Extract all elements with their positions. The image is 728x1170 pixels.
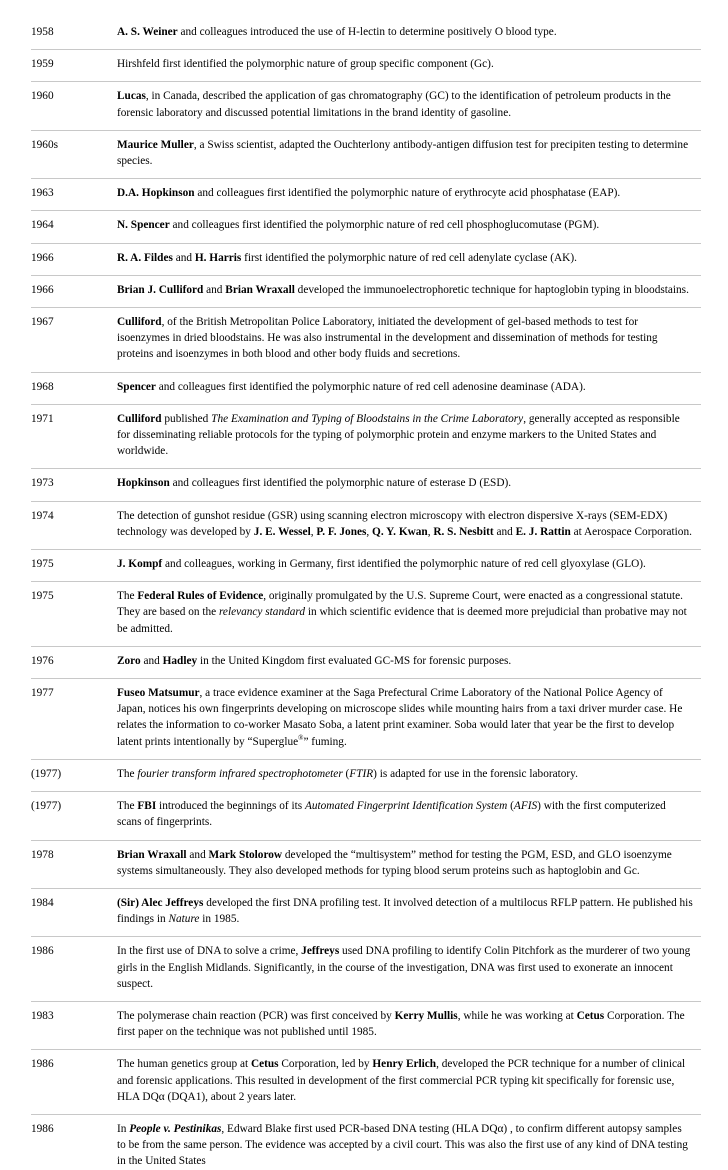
entry-text-segment: , Edward Blake first used PCR-based DNA testing (HLA DQα) , to confirm different autopsy samples to be from the same person. The evidence was accepted by a civil court. This was also the first use of any kind of DNA testing in the United States [117,1122,688,1168]
timeline-entry [31,250,693,266]
entry-text [117,1008,693,1040]
entry-text-segment: The human genetics group at [117,1058,251,1071]
entry-year: 1975 [31,558,54,571]
entry-text-segment: , originally promulgated by the U.S. Supreme Court, were enacted as a congressional statute. They are based on the [117,590,683,619]
entry-text-segment: The Examination and Typing of Bloodstains in the Crime Laboratory [211,412,524,425]
entry-text-segment: and colleagues first identified the polymorphic nature of erythrocyte acid phosphatase (EAP). [194,187,621,200]
entry-year: 1986 [31,1122,54,1135]
entry-year: 1966 [31,283,54,296]
entry-text-segment: Nature [168,913,200,926]
entry-text-segment: Brian Wraxall [225,283,295,296]
entry-text-segment: People v. Pestinikas [129,1122,222,1135]
entry-text-segment: ( [507,800,514,813]
entry-text [117,685,693,750]
timeline-entry [31,24,693,40]
entry-year: 1963 [31,187,54,200]
timeline-entry [31,1121,693,1170]
entry-text [117,1056,693,1105]
entry-text-segment: ® [298,733,304,742]
entry-text [117,895,693,927]
entry-text-segment: , while he was working at [457,1009,577,1022]
entry-text-segment: Brian Wraxall [117,848,187,861]
entry-text-segment: , [366,525,373,538]
entry-text [117,588,693,637]
entry-text-segment: Fuseo Matsumur [117,687,200,700]
entry-text-segment: used DNA profiling to identify Colin Pitchfork as the murderer of two young girls in the English Midlands. Significantly, in the course of the investigation, DNA was first used to exonerate an innocent suspect. [117,945,691,990]
entry-text-segment: N. Spencer [117,219,170,232]
entry-text-segment: Spencer [117,380,156,393]
entry-text-segment: and [203,283,226,296]
entry-year: 1975 [31,590,54,603]
entry-text-segment: first identified the polymorphic nature of red cell adenylate cyclase (AK). [241,251,577,264]
entry-text-segment: AFIS [513,800,538,813]
entry-text-segment: Automated Fingerprint Identification System [304,800,508,813]
timeline-entry [31,88,693,120]
entry-text-segment: , developed the PCR technique for a number of clinical and forensic applications. This resulted in development of the first commercial PCR typing kit specifically for forensic use, HLA DQα (DQA1), about 2 years later. [117,1058,686,1103]
entry-text [117,217,693,233]
entry-text-segment: in 1985. [199,913,240,926]
entry-text-segment: E. J. Rattin [515,525,571,538]
entry-text-segment: In [117,1122,130,1135]
timeline-entry [31,766,693,782]
entry-text-segment: , [427,525,434,538]
entry-text-segment: H. Harris [194,251,242,264]
entry-text-segment: Corporation. The first paper on the technique was not published until 1985. [117,1009,685,1039]
entry-text-segment: The [117,590,138,603]
entry-text-segment: ) is adapted for use in the forensic laboratory. [373,767,578,780]
entry-text-segment: In the first use of DNA to solve a crime, [117,945,302,958]
timeline-entry [31,588,693,637]
timeline-entry [31,137,693,169]
entry-text [117,508,693,540]
entry-text [117,766,693,782]
entry-year: 1958 [31,26,54,38]
entry-year: 1960s [31,138,58,151]
timeline-entry [31,508,693,540]
timeline-entry [31,282,693,298]
entry-text-segment: relevancy standard [218,606,306,619]
entry-year: 1967 [31,316,54,329]
entry-text-segment: Corporation, led by [278,1058,373,1071]
entry-text [117,282,693,298]
entry-text-segment: Q. Y. Kwan [372,525,428,538]
timeline-entry [31,653,693,669]
entry-text [117,314,693,363]
entry-text-segment: and colleagues first identified the polymorphic nature of esterase D (ESD). [169,477,512,490]
entry-text-segment: Lucas [117,90,146,103]
timeline-entry [31,56,693,72]
entry-year: 1986 [31,945,54,958]
entry-text [117,137,693,169]
entry-text [117,185,693,201]
entry-text-segment: in the United Kingdom first evaluated GC-MS for forensic purposes. [197,654,512,667]
entry-text-segment: and [140,654,163,667]
entry-text-segment: developed the first DNA profiling test. It involved detection of a multilocus RFLP pattern. He published his findings in [117,896,693,926]
entry-year: 1971 [31,412,54,425]
timeline-entry [31,943,693,992]
entry-text-segment: and colleagues, working in Germany, first identified the polymorphic nature of red cell glyoxylase (GLO). [162,558,646,571]
entry-year: (1977) [31,767,62,780]
entry-text [117,1121,693,1170]
entry-text-segment: , generally accepted as responsible for disseminating reliable protocols for the typing of polymorphic protein and enzyme markers to the United States and worldwide. [117,412,680,458]
entry-text-segment: Hadley [162,654,198,667]
timeline-entry [31,556,693,572]
entry-text-segment: and [493,525,516,538]
entry-text-segment: and colleagues first identified the polymorphic nature of red cell adenosine deaminase (ADA). [155,380,586,393]
entry-text-segment: , [310,525,317,538]
entry-text-segment: The detection of gunshot residue (GSR) using scanning electron microscopy with electron dispersive X-rays (SEM-EDX) technology was developed by [117,509,668,538]
entry-text-segment: Federal Rules of Evidence [137,590,264,603]
entry-text-segment: Zoro [117,654,141,667]
entry-text-segment: Culliford [117,412,162,425]
entry-year: 1984 [31,896,54,909]
entry-text-segment: (Sir) Alec Jeffreys [117,896,204,909]
entry-text-segment: The polymerase chain reaction (PCR) was first conceived by [117,1009,395,1022]
entry-year: (1977) [31,800,62,813]
entry-text-segment: published [161,412,212,425]
entry-text-segment: Kerry Mullis [394,1009,458,1022]
entry-text-segment: and colleagues first identified the polymorphic nature of red cell phosphoglucomutase (PGM). [169,219,600,232]
entry-text-segment: The [117,800,138,813]
entry-text-segment: Hirshfeld first identified the polymorphic nature of group specific component (Gc). [117,58,494,71]
timeline-entry [31,475,693,491]
entry-text-segment: Cetus [250,1058,279,1071]
entry-text-segment: FBI [137,800,157,813]
entry-text-segment: Culliford [117,316,162,329]
entry-text-segment: J. Kompf [117,558,163,571]
entry-text-segment: Mark Stolorow [208,848,283,861]
timeline-entry [31,847,693,879]
entry-text [117,24,693,40]
entry-text-segment: , a Swiss scientist, adapted the Ouchterlony antibody-antigen diffusion test for precipiten testing to determine species. [117,138,689,168]
entry-text-segment: Hopkinson [117,477,170,490]
entry-text-segment: The [117,767,138,780]
entry-text-segment: developed the “multisystem” method for testing the PGM, ESD, and GLO isoenzyme systems simultaneously. They also developed methods for typing blood serum proteins such as haptoglobin and Gc. [117,848,672,877]
entry-text [117,250,693,266]
entry-year: 1974 [31,509,54,522]
entry-text-segment: J. E. Wessel [253,525,311,538]
timeline-entry [31,185,693,201]
entry-text [117,653,693,669]
entry-year: 1964 [31,219,54,232]
entry-text-segment: Jeffreys [301,945,340,958]
entry-year: 1986 [31,1058,54,1071]
entry-text-segment: in which scientific evidence that is deemed more prejudicial than probative may not be admitted. [117,606,687,635]
entry-year: 1966 [31,251,54,264]
timeline-entry [31,314,693,363]
entry-year: 1959 [31,58,54,71]
entry-text [117,847,693,879]
entry-text [117,798,693,830]
entry-text-segment: , in Canada, described the application of gas chromatography (GC) to the identification of petroleum products in the forensic laboratory and discussed potential limitations in the brand identity of gasoline. [117,90,671,119]
entry-text [117,556,693,572]
entry-text-segment: P. F. Jones [316,525,367,538]
entry-text-segment: ( [342,767,350,780]
entry-year: 1977 [31,687,54,700]
timeline-entry [31,379,693,395]
entry-text-segment: introduced the beginnings of its [156,800,305,813]
timeline-entry [31,411,693,460]
entry-text-segment: at Aerospace Corporation. [570,525,692,538]
entry-text-segment: A. S. Weiner [117,26,178,38]
entry-text-segment: Maurice Muller [117,138,194,151]
entry-text-segment: ) with the first computerized scans of fingerprints. [117,800,666,829]
entry-text-segment: , a trace evidence examiner at the Saga Prefectural Crime Laboratory of the National Police Agency of Japan, notices his own fingerprints developing on microscope slides while mounting hairs from a taxi driver murder case. He relates the information to co-worker Masato Soba, a latent print examiner. Soba would later that year be the first to develop latent prints intentionally by “Superglue [117,687,683,748]
entry-text [117,943,693,992]
timeline-document [31,24,693,1170]
entry-text [117,411,693,460]
entry-year: 1960 [31,90,54,103]
entry-text-segment: FTIR [349,767,374,780]
entry-text [117,475,693,491]
entry-text-segment: Cetus [576,1009,605,1022]
entry-text-segment: and colleagues introduced the use of H-lectin to determine positively O blood type. [177,26,557,38]
timeline-entry [31,798,693,830]
entry-text-segment: , of the British Metropolitan Police Laboratory, initiated the development of gel-based methods to test for isoenzymes in dried bloodstains. He was also instrumental in the development and dissemination of methods for testing proteins and isoenzymes in both blood and other body fluids and secretions. [117,316,658,361]
entry-text [117,379,693,395]
timeline-entry [31,895,693,927]
entry-text-segment: ” fuming. [303,735,347,748]
entry-text-segment: D.A. Hopkinson [117,187,195,200]
entry-year: 1968 [31,380,54,393]
entry-text-segment: developed the immunoelectrophoretic technique for haptoglobin typing in bloodstains. [294,283,689,296]
entry-text-segment: fourier transform infrared spectrophotometer [137,767,343,780]
timeline-entry [31,1056,693,1105]
entry-text [117,56,693,72]
entry-text-segment: Henry Erlich [372,1058,437,1071]
timeline-entry [31,1008,693,1040]
entry-text-segment: and [186,848,209,861]
entry-year: 1976 [31,654,54,667]
entry-text [117,88,693,120]
entry-year: 1983 [31,1009,54,1022]
timeline-entry [31,217,693,233]
entry-text-segment: and [172,251,195,264]
entry-year: 1973 [31,477,54,490]
entry-text-segment: R. S. Nesbitt [433,525,494,538]
entry-year: 1978 [31,848,54,861]
entry-text-segment: Brian J. Culliford [117,283,204,296]
entry-text-segment: R. A. Fildes [117,251,173,264]
timeline-entry [31,685,693,750]
